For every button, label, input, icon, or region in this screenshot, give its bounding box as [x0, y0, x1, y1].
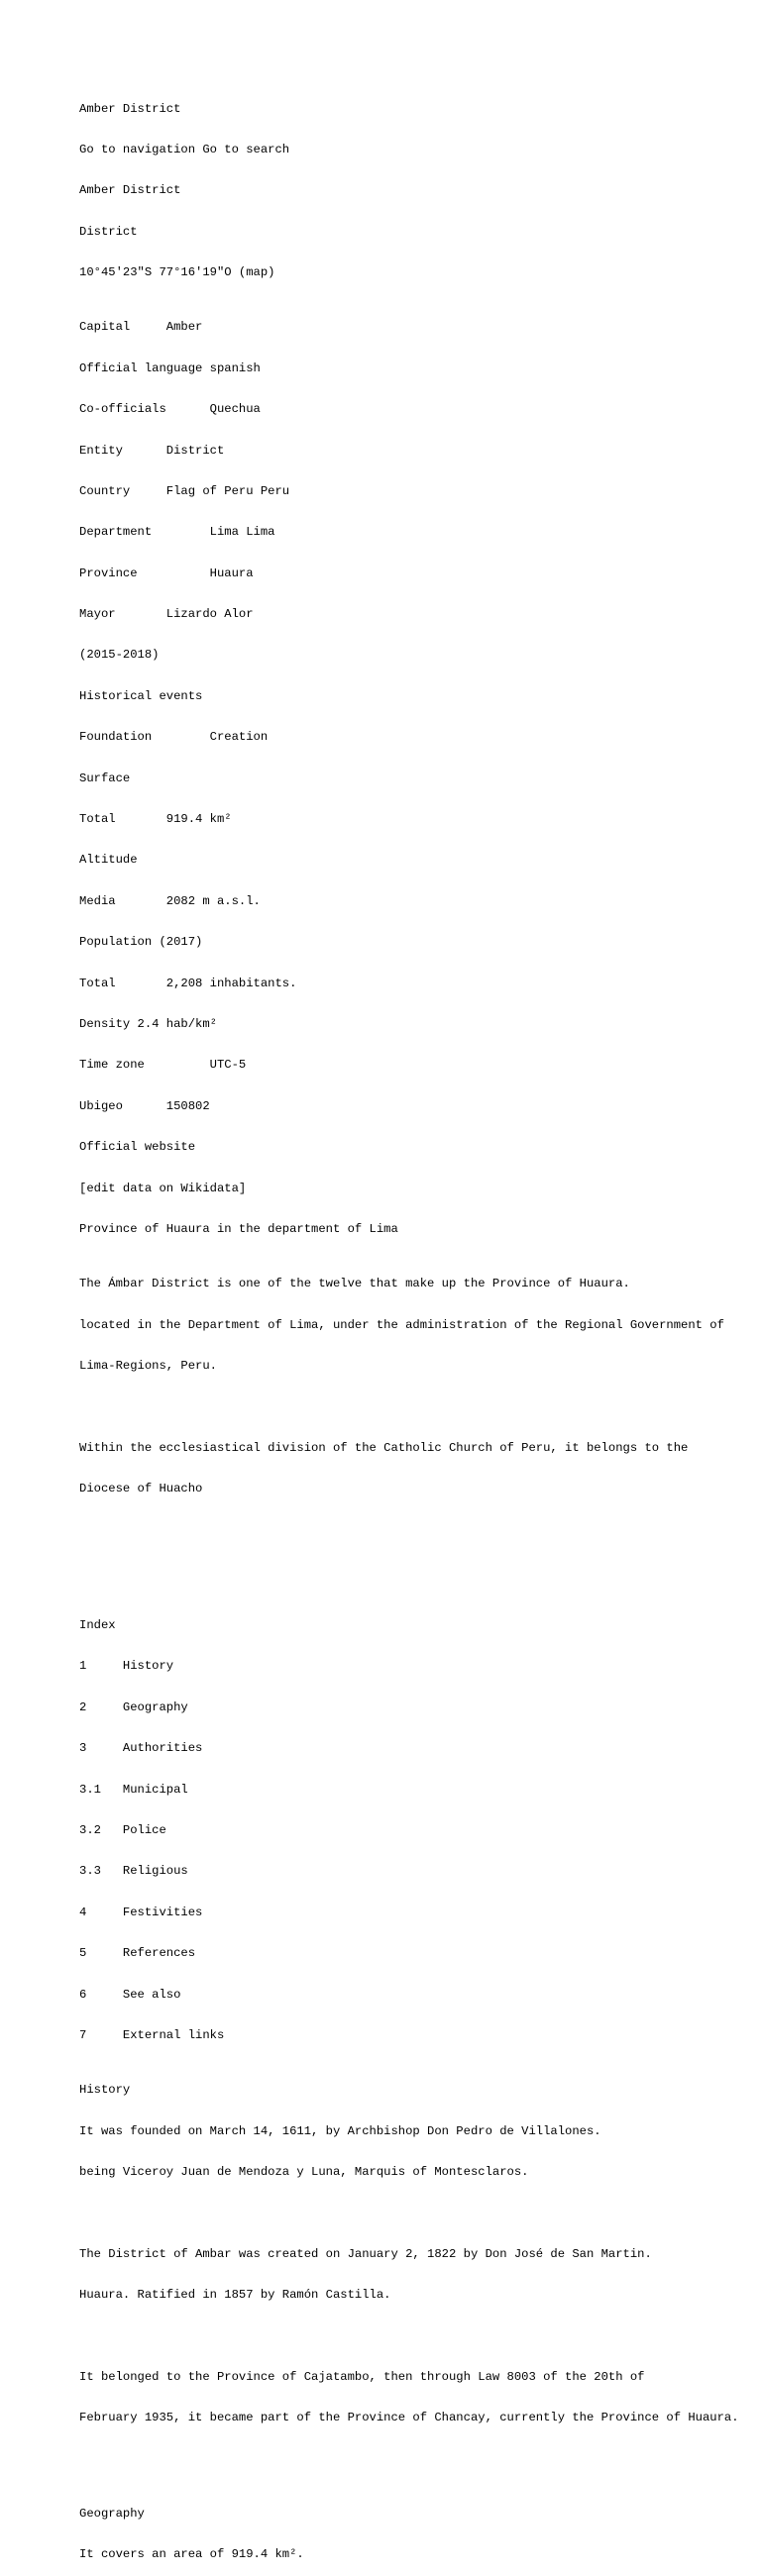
infobox-row-official-language: Official language spanish	[79, 361, 261, 375]
official-website-link[interactable]: Official website	[79, 1140, 196, 1155]
geography-p1: It covers an area of 919.4 km².	[79, 2547, 304, 2562]
spacer	[79, 2329, 761, 2343]
spacer	[79, 2207, 761, 2220]
infobox-subtitle: District	[79, 224, 138, 239]
intro-line-3: Lima-Regions, Peru.	[79, 1358, 217, 1373]
toc-item-authorities[interactable]: 3 Authorities	[79, 1741, 203, 1756]
infobox-row-foundation: Foundation Creation	[79, 730, 269, 745]
infobox-row-ubigeo: Ubigeo 150802	[79, 1098, 210, 1113]
history-heading: History	[79, 2083, 131, 2098]
infobox-title: Amber District	[79, 183, 181, 198]
toc-item-history[interactable]: 1 History	[79, 1659, 174, 1674]
infobox-row-country: Country Flag of Peru Peru	[79, 483, 290, 498]
spacer	[79, 1400, 761, 1414]
toc-item-references[interactable]: 5 References	[79, 1946, 196, 1961]
infobox-row-time-zone: Time zone UTC-5	[79, 1058, 247, 1073]
intro-line-1: The Ámbar District is one of the twelve that make up the Province of Huaura.	[79, 1277, 630, 1291]
toc-item-festivities[interactable]: 4 Festivities	[79, 1905, 203, 1919]
infobox-row-population-total: Total 2,208 inhabitants.	[79, 976, 297, 990]
toc-title: Index	[79, 1618, 116, 1633]
infobox-row-mayor-term: (2015-2018)	[79, 648, 160, 663]
document-body	[79, 75, 761, 2576]
edit-wikidata-link[interactable]: [edit data on Wikidata]	[79, 1181, 247, 1195]
toc-item-geography[interactable]: 2 Geography	[79, 1700, 188, 1714]
history-p1-line-2: being Viceroy Juan de Mendoza y Luna, Marquis of Montesclaros.	[79, 2164, 529, 2179]
infobox-row-department: Department Lima Lima	[79, 525, 275, 540]
infobox-row-altitude-media: Media 2082 m a.s.l.	[79, 893, 261, 908]
history-p2-line-2: Huaura. Ratified in 1857 by Ramón Castilla.	[79, 2288, 391, 2303]
skip-links[interactable]: Go to navigation Go to search	[79, 142, 290, 156]
toc-item-external-links[interactable]: 7 External links	[79, 2027, 225, 2042]
infobox-row-altitude: Altitude	[79, 853, 138, 868]
infobox-row-co-officials: Co-officials Quechua	[79, 402, 261, 417]
history-p3-line-1: It belonged to the Province of Cajatambo, then through Law 8003 of the 20th of	[79, 2369, 645, 2384]
page-title: Amber District	[79, 101, 181, 116]
infobox-row-density: Density 2.4 hab/km²	[79, 1016, 217, 1031]
toc-item-municipal[interactable]: 3.1 Municipal	[79, 1782, 188, 1797]
intro-line-2: located in the Department of Lima, under the administration of the Regional Government of	[79, 1317, 724, 1332]
infobox-row-entity: Entity District	[79, 443, 225, 458]
coordinates-link[interactable]: 10°45'23"S 77°16'19"O (map)	[79, 265, 275, 280]
toc-item-see-also[interactable]: 6 See also	[79, 1987, 181, 2002]
spacer	[79, 1565, 761, 1579]
history-p1-line-1: It was founded on March 14, 1611, by Archbishop Don Pedro de Villalones.	[79, 2123, 601, 2138]
infobox-row-province: Province Huaura	[79, 566, 254, 580]
spacer	[79, 1523, 761, 1537]
infobox-row-surface: Surface	[79, 771, 131, 785]
intro-para2-line-1: Within the ecclesiastical division of the Catholic Church of Peru, it belongs to the	[79, 1440, 689, 1455]
geography-heading: Geography	[79, 2506, 145, 2521]
history-p3-line-2: February 1935, it became part of the Province of Chancay, currently the Province of Huaura.	[79, 2411, 739, 2425]
infobox-row-mayor: Mayor Lizardo Alor	[79, 607, 254, 622]
infobox-row-surface-total: Total 919.4 km²	[79, 812, 232, 827]
infobox-row-capital: Capital Amber	[79, 320, 203, 335]
infobox-row-historical-events: Historical events	[79, 688, 203, 703]
toc-item-police[interactable]: 3.2 Police	[79, 1823, 166, 1837]
infobox-row-population: Population (2017)	[79, 935, 203, 950]
map-caption: Province of Huaura in the department of Lima	[79, 1221, 398, 1236]
intro-para2-line-2: Diocese of Huacho	[79, 1482, 203, 1496]
spacer	[79, 2453, 761, 2467]
toc-item-religious[interactable]: 3.3 Religious	[79, 1864, 188, 1879]
history-p2-line-1: The District of Ambar was created on January 2, 1822 by Don José de San Martin.	[79, 2246, 652, 2261]
